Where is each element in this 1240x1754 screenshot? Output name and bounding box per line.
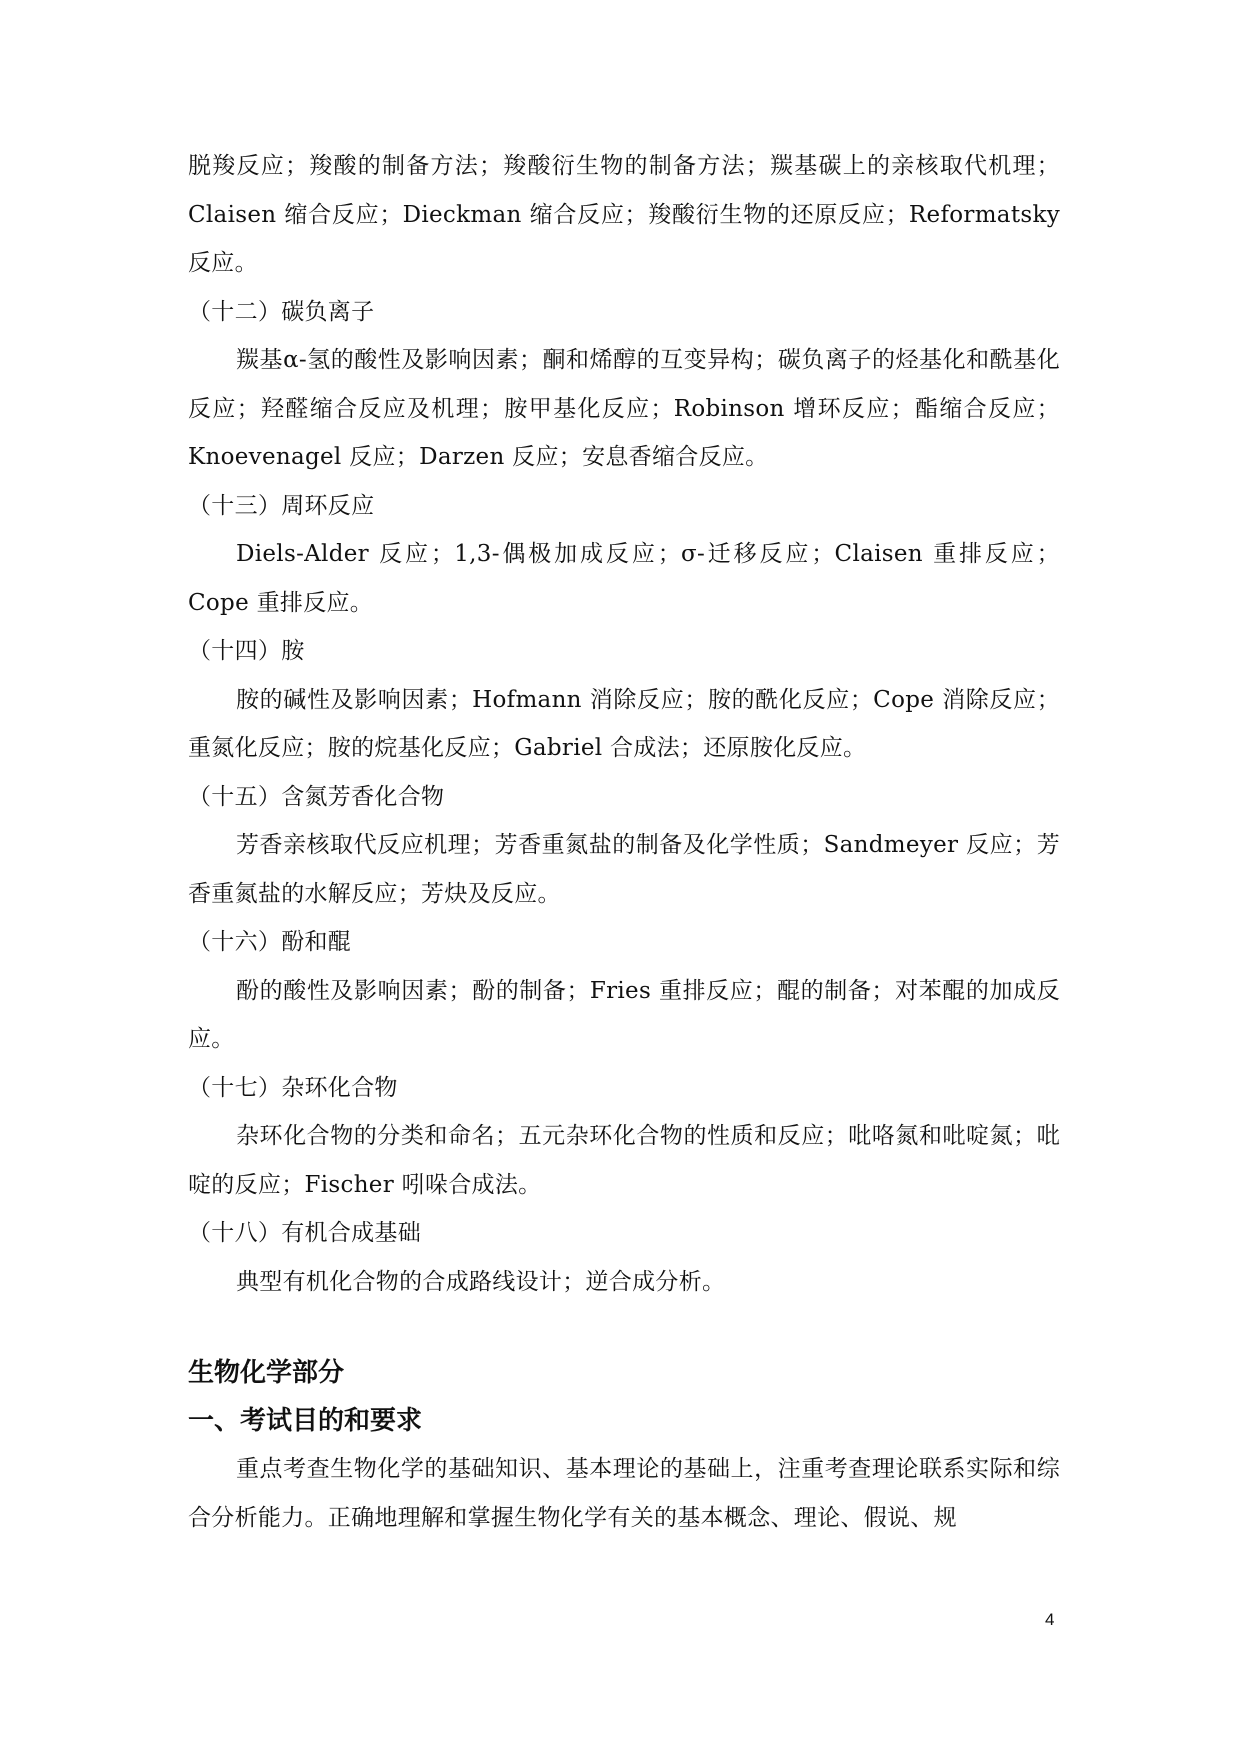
heading-amines: （十四）胺 (188, 638, 305, 664)
paragraph-heterocycles: 杂环化合物的分类和命名；五元杂环化合物的性质和反应；吡咯氮和吡啶氮；吡啶的反应；Fischer 吲哚合成法。 (188, 1123, 1060, 1198)
paragraph-nitrogen-aromatics: 芳香亲核取代反应机理；芳香重氮盐的制备及化学性质；Sandmeyer 反应；芳香重氮盐的水解反应；芳炔及反应。 (188, 832, 1060, 907)
heading-pericyclic: （十三）周环反应 (188, 492, 375, 519)
paragraph-carbanion: 羰基α-氢的酸性及影响因素；酮和烯醇的互变异构；碳负离子的烃基化和酰基化反应；羟醛缩合反应及机理；胺甲基化反应；Robinson 增环反应；酯缩合反应；Knoevenagel 反应；Darzen 反应；安息香缩合反应。 (188, 347, 1060, 470)
page-number: 4 (1045, 1610, 1055, 1629)
heading-phenols-quinones: （十六）酚和醌 (188, 929, 352, 955)
page-content (188, 142, 1060, 1542)
paragraph-exam-goals: 重点考查生物化学的基础知识、基本理论的基础上，注重考查理论联系实际和综合分析能力。正确地理解和掌握生物化学有关的基本概念、理论、假说、规 (188, 1456, 1060, 1531)
paragraph-pericyclic: Diels-Alder 反应；1,3-偶极加成反应；σ-迁移反应；Claisen 重排反应；Cope 重排反应。 (188, 541, 1060, 616)
section-subtitle-exam-goals: 一、考试目的和要求 (188, 1406, 423, 1436)
paragraph-phenols-quinones: 酚的酸性及影响因素；酚的制备；Fries 重排反应；醌的制备；对苯醌的加成反应。 (188, 977, 1060, 1052)
heading-organic-synthesis: （十八）有机合成基础 (188, 1220, 421, 1246)
paragraph-organic-synthesis: 典型有机化合物的合成路线设计；逆合成分析。 (236, 1268, 726, 1295)
section-title-biochemistry: 生物化学部分 (188, 1358, 345, 1388)
paragraph-carboxylic-acids: 脱羧反应；羧酸的制备方法；羧酸衍生物的制备方法；羰基碳上的亲核取代机理；Claisen 缩合反应；Dieckman 缩合反应；羧酸衍生物的还原反应；Reformatsky 反应。 (188, 153, 1060, 276)
heading-nitrogen-aromatics: （十五）含氮芳香化合物 (188, 783, 445, 810)
paragraph-amines: 胺的碱性及影响因素；Hofmann 消除反应；胺的酰化反应；Cope 消除反应；重氮化反应；胺的烷基化反应；Gabriel 合成法；还原胺化反应。 (188, 686, 1060, 761)
heading-heterocycles: （十七）杂环化合物 (188, 1074, 398, 1101)
heading-carbanion: （十二）碳负离子 (188, 298, 375, 325)
